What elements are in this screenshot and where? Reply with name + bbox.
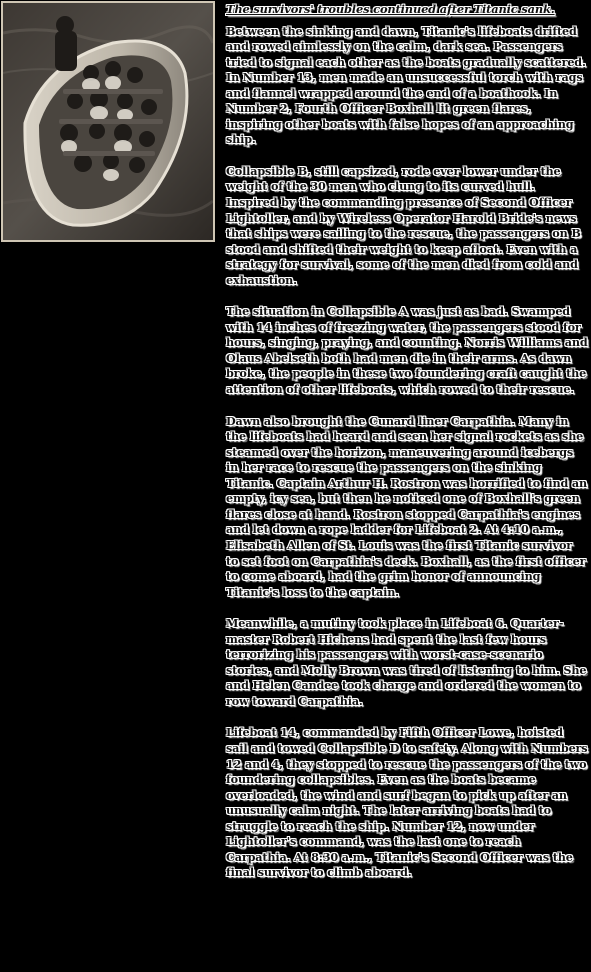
article-paragraph-4: Dawn also brought the Cunard liner Carpathia. Many in the lifeboats had heard and seen her signal rockets as she steamed over the horizon, maneuvering around icebergs in her race to rescue the passengers on the sinking Titanic. Captain Arthur H. Rostron was horrified to find an empty, icy sea, but then he noticed one of Boxhall's green flares close at hand. Rostron stopped Carpathia's engines and let down a rope ladder for Lifeboat 2. At 4:10 a.m., Elisabeth Allen of St. Louis was the first Titanic survivor to set foot on Carpathia's deck. Boxhall, as the first officer to come aboard, had the grim honor of announcing Titanic's loss to the captain. bbox=[226, 413, 587, 599]
article-paragraph-2: Collapsible B, still capsized, rode ever lower under the weight of the 30 men who clung to its curved hull. Inspired by the commanding presence of Second Officer Lightoller, and by Wireless Operator Harold Bride's news that ships were sailing to the rescue, the passengers on B stood and shifted their weight to keep afloat. Even with a strategy for survival, some of the men died from cold and exhaustion. bbox=[226, 163, 581, 287]
article-headline: The survivors' troubles continued after Titanic sank. bbox=[226, 2, 555, 16]
lifeboat-photo bbox=[1, 1, 215, 242]
article bbox=[226, 2, 588, 897]
article-paragraph-5: Meanwhile, a mutiny took place in Lifeboat 6. Quarter-master Robert Hichens had spent the last few hours terrorizing his passengers with worst-case-scenario stories, and Molly Brown was tired of listening to him. She and Helen Candee took charge and ordered the women to row toward Carpathia. bbox=[226, 616, 587, 708]
article-paragraph-6: Lifeboat 14, commanded by Fifth Officer Lowe, hoisted sail and towed Collapsible D to safety. Along with Numbers 12 and 4, they stopped to rescue the passengers of the two foundering collapsibles. Even as the boats became overloaded, the wind and surf began to pick up after an unusually calm night. The later arriving boats had to struggle to reach the ship. Number 12, now under Lightoller's command, was the last one to reach Carpathia. At 8:30 a.m., Titanic's Second Officer was the final survivor to climb aboard. bbox=[226, 725, 588, 880]
article-paragraph-3: The situation in Collapsible A was just as bad. Swamped with 14 inches of freezing water, the passengers stood for hours, singing, praying, and counting. Norris Williams and Olaus Abelseth both had men die in their arms. As dawn broke, the people in these two foundering craft caught the attention of other lifeboats, which rowed to their rescue. bbox=[226, 304, 588, 397]
lifeboat-photo-illustration bbox=[3, 3, 213, 240]
article-paragraph-1: Between the sinking and dawn, Titanic's lifeboats drifted and rowed aimlessly on the calm, dark sea. Passengers tried to signal each other as the boats gradually scattered. In Number 13, men made an unsuccessful torch with rags and flannel wrapped around the end of a boathook. In Number 2, Fourth Officer Boxhall lit green flares, inspiring other boats with false hopes of an approaching ship. bbox=[226, 23, 586, 147]
